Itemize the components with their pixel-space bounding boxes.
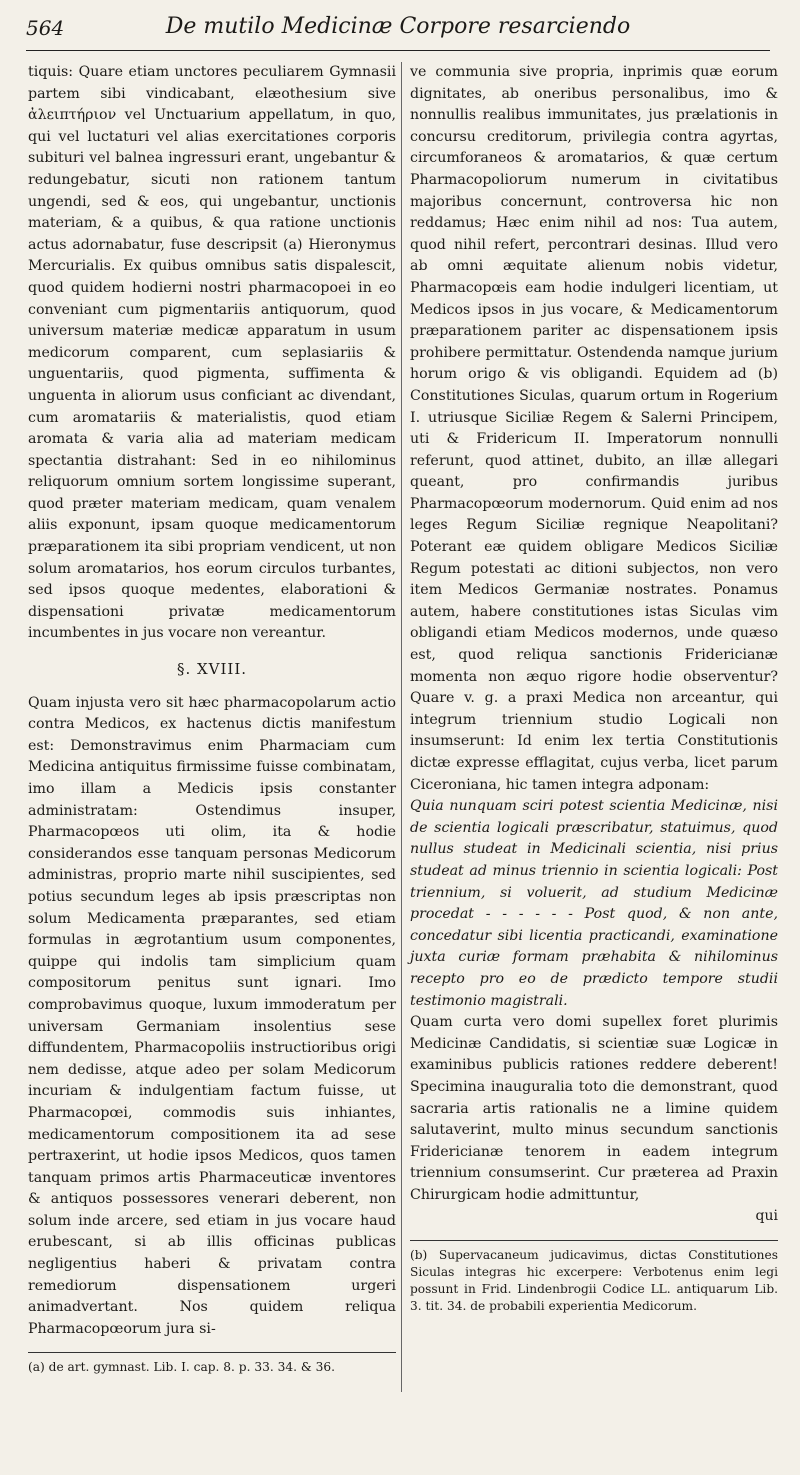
catchword: qui	[755, 1208, 778, 1225]
left-column	[28, 62, 396, 1376]
footnote-b: (b) Supervacaneum judicavimus, dictas Constitutiones Siculas integras hic excerpere: Verbotenus enim legi possunt in Frid. Lindenbrogii Codice LL. antiquarum Lib. 3. tit. 34. de probabili experientia Medicorum.	[410, 1248, 778, 1314]
left-paragraph-1: tiquis: Quare etiam unctores peculiarem Gymnasii partem sibi vindicabant, elæothesium sive ἀλειπτήριον vel Unctuarium appellatum, in quo, qui vel luctaturi vel alias exercitationes corporis subituri vel balnea ingressuri erant, ungebantur & redungebatur, sicuti non rationem tantum ungendi, sed & eos, qui ungebantur, unctionis materiam, & a quibus, & qua ratione unctionis actus adornabatur, fuse descripsit (a) Hieronymus Mercurialis. Ex quibus omnibus satis dispalescit, quod quidem hodierni nostri pharmacopoei in eo conveniant cum pigmentariis antiquorum, quod universum materiæ medicæ apparatum in usum medicorum comparent, cum seplasiariis & unguentariis, quod pigmenta, suffimenta & unguenta in aliorum usus conficiant ac divendant, cum aromatariis & materialistis, quod etiam aromata & varia alia ad materiam medicam spectantia distrahant: Sed in eo nihilominus reliquorum omnium sortem longissime superant, quod præter materiam medicam, quam venalem aliis exponunt, ipsam quoque medicamentorum præparationem ita sibi propriam vendicent, ut non solum aromatarios, hos eorum circulos turbantes, sed ipsos quoque medentes, elaborationi & dispensationi privatæ medicamentorum incumbentes in jus vocare non vereantur.	[28, 64, 396, 642]
footnote-rule-right	[410, 1240, 778, 1241]
footnote-a: (a) de art. gymnast. Lib. I. cap. 8. p. 33. 34. & 36.	[28, 1360, 335, 1375]
left-paragraph-2: Quam injusta vero sit hæc pharmacopolarum actio contra Medicos, ex hactenus dictis manifestum est: Demonstravimus enim Pharmaciam cum Medicina antiquitus firmissime fuisse combinatam, imo illam a Medicis ipsis constanter administratam: Ostendimus insuper, Pharmacopœos uti olim, ita & hodie considerandos esse tanquam personas Medicorum administras, proprio marte nihil suscipientes, sed potius secundum leges ab ipsis præscriptas non solum Medicamenta præparantes, sed etiam formulas in ægrotantium usum componentes, quippe qui indolis tam simplicium quam compositorum penitus sunt ignari. Imo comprobavimus quoque, luxum immoderatum per universam Germaniam insolentius sese diffundentem, Pharmacopoliis instructioribus origi nem dedisse, atque adeo per solam Medicorum incuriam & indulgentiam factum fuisse, ut Pharmacopœi, commodis suis inhiantes, medicamentorum compositionem ita ad sese pertraxerint, ut hodie ipsos Medicos, quos tamen tanquam primos artis Pharmaceuticæ inventores & antiquos possessores venerari deberent, non solum inde arcere, sed etiam in jus vocare haud erubescant, si ab illis officinas publicas negligentius haberi & privatam contra remediorum dispensationem urgeri animadvertant. Nos quidem reliqua Pharmacopœorum jura si-	[28, 694, 396, 1337]
page-number: 564	[26, 16, 65, 40]
page-header	[26, 10, 770, 51]
right-column	[410, 62, 778, 1315]
footnote-rule-left	[28, 1352, 396, 1353]
right-paragraph-2: Quam curta vero domi supellex foret plurimis Medicinæ Candidatis, si scientiæ suæ Logicæ in examinibus publicis rationes reddere deberent! Specimina inauguralia toto die demonstrant, quod sacraria artis rationalis ne a limine quidem salutaverint, multo minus secundum sanctionis Fridericianæ tenorem in eadem integrum triennium consumserint. Cur præterea ad Praxin Chirurgicam hodie admittuntur,	[410, 1014, 778, 1203]
column-divider	[401, 62, 402, 1392]
running-title: De mutilo Medicinæ Corpore resarciendo	[165, 14, 631, 39]
section-heading: §. XVIII.	[176, 660, 248, 679]
constitution-quote: Quia nunquam sciri potest scientia Medicinæ, nisi de scientia logicali præscribatur, statuimus, quod nullus studeat in Medicinali scientia, nisi prius studeat ad minus triennio in scientia logicali: Post triennium, si voluerit, ad studium Medicinæ procedat - - - - - - Post quod, & non ante, concedatur sibi licentia practicandi, examinatione juxta curiæ formam præhabita & nihilominus recepto pro eo de prædicto tempore studii testimonio magistrali.	[410, 798, 778, 1009]
right-paragraph-1: ve communia sive propria, inprimis quæ eorum dignitates, ab oneribus personalibus, imo & nonnullis realibus immunitates, jus prælationis in concursu creditorum, privilegia contra agyrtas, circumforaneos & aromatarios, & quæ certum Pharmacopoliorum numerum in civitatibus majoribus concernunt, controversa hic non reddamus; Hæc enim nihil ad nos: Tua autem, quod nihil refert, percontrari desinas. Illud vero ab omni æquitate alienum nobis videtur, Pharmacopœis eam hodie indulgeri licentiam, ut Medicos ipsos in jus vocare, & Medicamentorum præparationem pariter ac dispensationem ipsis prohibere permittatur. Ostendenda namque jurium horum origo & vis obligandi. Equidem ad (b) Constitutiones Siculas, quarum ortum in Rogerium I. utriusque Siciliæ Regem & Salerni Principem, uti & Fridericum II. Imperatorum nonnulli referunt, quod attinet, dubito, an illæ allegari queant, pro confirmandis juribus Pharmacopœorum modernorum. Quid enim ad nos leges Regum Siciliæ regnique Neapolitani? Poterant eæ quidem obligare Medicos Siciliæ Regum potestati ac ditioni subjectos, non vero item Medicos Germaniæ nostrates. Ponamus autem, habere constitutiones istas Siculas vim obligandi etiam Medicos modernos, unde quæso est, quod reliqua sanctionis Fridericianæ momenta non æquo rigore hodie observentur? Quare v. g. a praxi Medica non arceantur, qui integrum triennium studio Logicali non insumserunt: Id enim lex tertia Constitutionis dictæ expresse efflagitat, cujus verba, licet parum Ciceroniana, hic tamen integra adponam:	[410, 64, 778, 793]
